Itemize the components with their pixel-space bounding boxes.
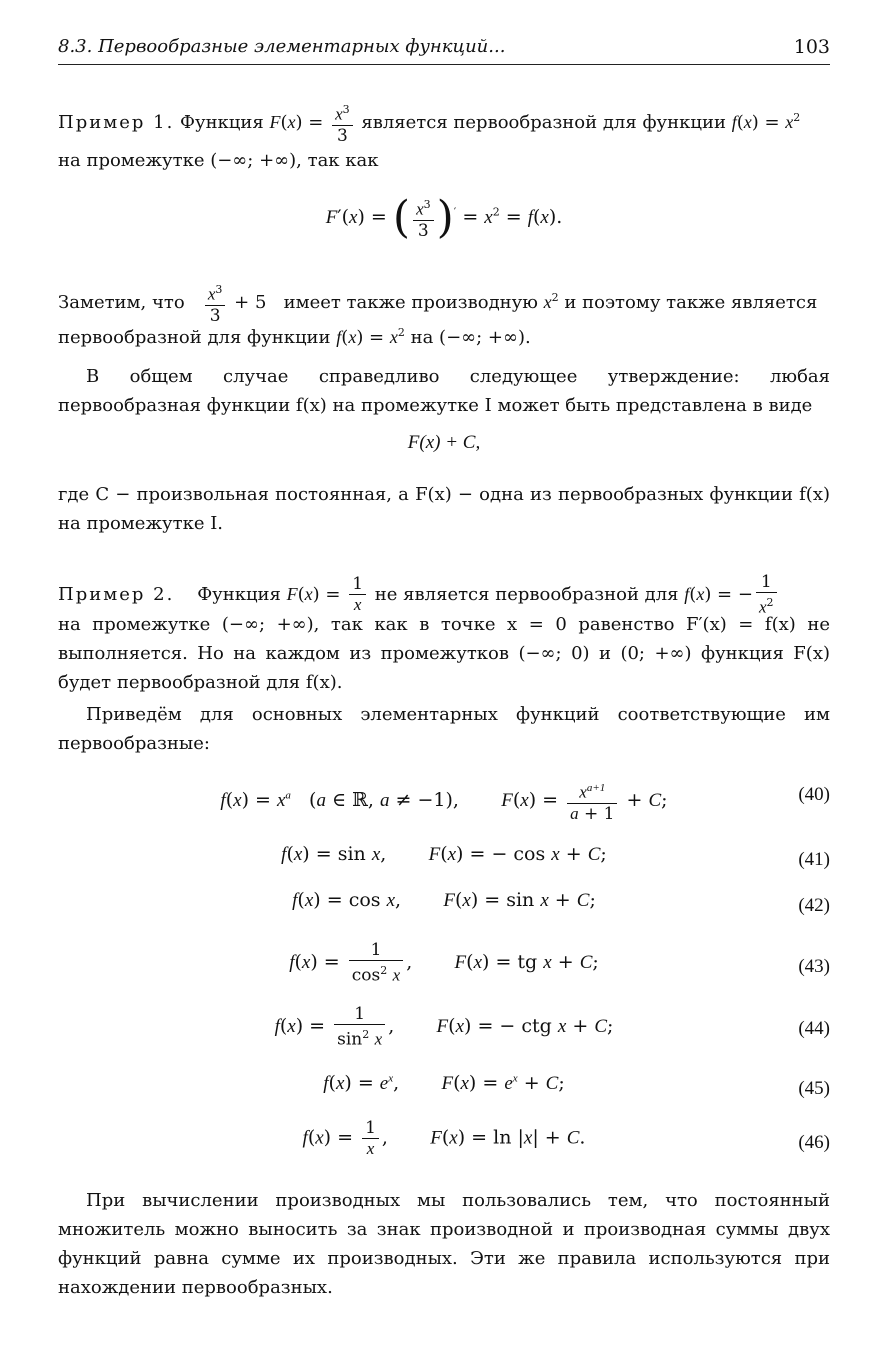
equation-41: f(x) = sin x, F(x) = − cos x + C; (41) xyxy=(281,843,830,870)
closing-paragraph: При вычислении производных мы пользовались тем, что постоянный множитель можно выносить за знак производной и производная суммы двух функций равна сумме их производных. Эти же правила используются при нахождении первообразных. xyxy=(58,1190,830,1298)
example1-label: Пример 1. xyxy=(58,111,175,133)
section-title: 8.3. Первообразные элементарных функций... xyxy=(58,36,506,57)
equation-46: f(x) = $\frac{1}{x}$ , F(x) = ln |x| + C. (46) xyxy=(302,1118,830,1158)
page xyxy=(58,0,830,1358)
general-paragraph-2: где C − произвольная постоянная, а F(x) − одна из первообразных функции f(x) на промежутке I. xyxy=(58,484,830,534)
example1-line2: на промежутке (−∞; +∞), так как xyxy=(58,150,379,171)
example1-derivative-equation: F′(x) = ( $\frac{x^3}{3}$ )$' = x^2 = f(x)$. xyxy=(325,191,563,243)
page-number: 103 xyxy=(793,36,830,58)
equation-42: f(x) = cos x, F(x) = sin x + C; (42) xyxy=(292,889,830,916)
general-paragraph: В общем случае справедливо следующее утверждение: любая первообразная функции f(x) на промежутке I может быть представлена в виде xyxy=(58,366,830,416)
example1-note-line1: Заметим, что $\frac{x^3}{3}$ + 5 имеет также производную $x^2$ и поэтому также является xyxy=(58,280,830,326)
example2-rest: на промежутке (−∞; +∞), так как в точке x = 0 равенство F′(x) = f(x) не выполняется. Но на каждом из промежутков (−∞; 0) и (0; +∞) функция F(x) будет первообразной для f(x). xyxy=(58,614,830,693)
running-header xyxy=(58,36,830,65)
equation-45: $f(x) = e^x$, $F(x) = e^x + C$; (45) xyxy=(323,1072,830,1099)
general-formula: F(x) + C, xyxy=(407,432,481,453)
equation-40: $f(x) = x^a$ (a ∈ ℝ, a ≠ −1), F(x) = $\frac{x^{a+1}}{a + 1}$ + C; (40) xyxy=(58,778,830,828)
example1-line1: Пример 1. Функция F(x) = $\frac{x^3}{3}$ является первообразной для функции $f(x) = x^2$ xyxy=(58,100,830,146)
equation-44: f(x) = $\frac{1}{\sin^2 x}$ , F(x) = − ctg x + C; (44) xyxy=(274,1004,830,1050)
table-intro: Приведём для основных элементарных функций соответствующие им первообразные: xyxy=(58,704,830,754)
example2-line1: Пример 2. Функция F(x) = $\frac{1}{x}$ не является первообразной для f(x) = − $\frac{1}{x^2}$ xyxy=(58,572,830,618)
example1-note-line2: первообразной для функции $f(x) = x^2$ на (−∞; +∞). xyxy=(58,326,531,348)
example2-label: Пример 2. xyxy=(58,583,175,605)
equation-43: f(x) = $\frac{1}{\cos^2 x}$ , F(x) = tg x + C; (43) xyxy=(289,940,830,986)
fraction: $\frac{x^3}{3}$ xyxy=(332,100,353,146)
